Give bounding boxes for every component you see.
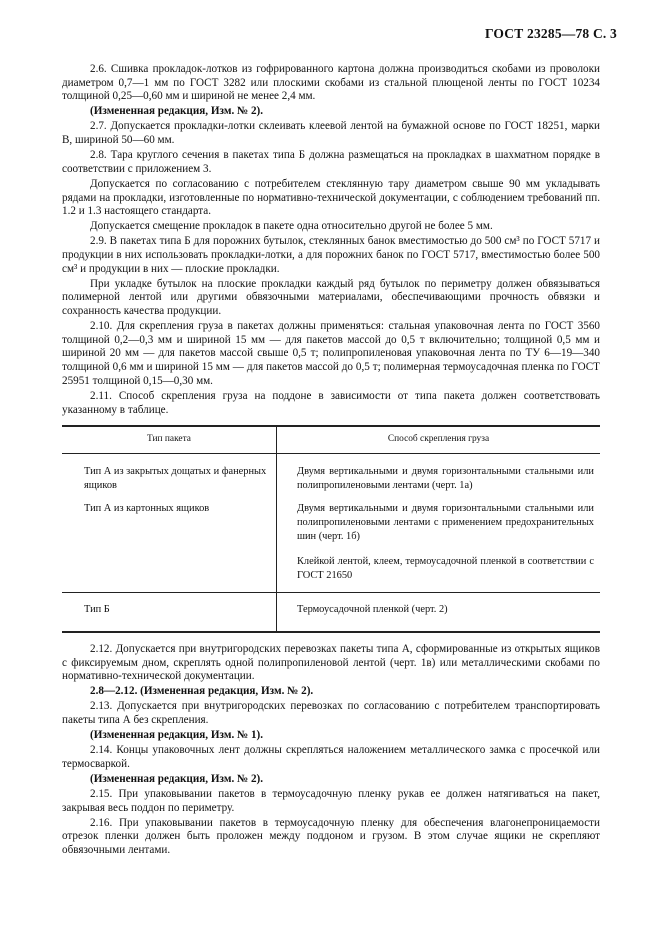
- paragraph-2-8-offset: Допускается смещение прокладок в пакете одна относительно другой не более 5 мм.: [90, 220, 493, 233]
- table-cell-method: Термоусадочной пленкой (черт. 2): [277, 593, 601, 632]
- page-header: ГОСТ 23285—78 С. 3: [484, 26, 617, 41]
- table-header-package-type: Тип пакета: [62, 426, 277, 454]
- amendment-note: 2.8—2.12. (Измененная редакция, Изм. № 2).: [90, 685, 314, 698]
- table-cell-type: Тип Б: [62, 593, 277, 632]
- table-cell-type: Тип А из закрытых дощатых и фанерных ящиков: [62, 454, 277, 493]
- paragraph-2-12: 2.12. Допускается при внутригородских перевозках пакеты типа А, сформированные из открытых ящиков с фиксируемым дном, скреплять одной полипропиленовой лентой (черт. 1в) или металлическими скобами по нормативно-технической документации.: [62, 643, 600, 683]
- amendment-note: (Измененная редакция, Изм. № 2).: [90, 105, 264, 118]
- table-cell-method: Двумя вертикальными и двумя горизонтальными стальными или полипропиленовыми лентами с применением предохранительных шин (черт. 1б): [297, 503, 594, 542]
- table-cell-type: Тип А из картонных ящиков: [62, 492, 277, 543]
- table-row: [62, 593, 600, 632]
- amendment-note: (Измененная редакция, Изм. № 1).: [90, 729, 264, 742]
- table-header-fastening-method: Способ скрепления груза: [277, 426, 601, 454]
- paragraph-2-9: 2.9. В пакетах типа Б для порожних бутылок, стеклянных банок вместимостью до 500 см³ по ГОСТ 5717 и продукции в них использовать прокладки-лотки, а для порожних банок по ГОСТ 5717, вместимостью более 500 см³ и продукции в них — плоские прокладки.: [62, 235, 600, 275]
- paragraph-2-9-bottles: При укладке бутылок на плоские прокладки каждый ряд бутылок по периметру должен обвязываться полимерной лентой или другими обвязочными материалами, обеспечивающими прочность обвязки и сохранность качества продукции.: [62, 277, 600, 318]
- paragraph-2-8-allowance: Допускается по согласованию с потребителем стеклянную тару диаметром свыше 90 мм укладывать рядами на прокладки, изготовленные по нормативно-технической документации, с соблюдением требований пп. 1.2 и 1.3 настоящего стандарта.: [62, 177, 600, 218]
- table-row: [62, 454, 600, 493]
- table-cell-method: Двумя вертикальными и двумя горизонтальными стальными или полипропиленовыми лентами (черт. 1а): [297, 466, 594, 491]
- fastening-table: [62, 425, 600, 633]
- paragraph-2-15: 2.15. При упаковывании пакетов в термоусадочную пленку рукав ее должен натягиваться на пакет, закрывая весь поддон по периметру.: [62, 787, 600, 814]
- table-cell-method: Клейкой лентой, клеем, термоусадочной пленкой в соответствии с ГОСТ 21650: [297, 556, 594, 581]
- paragraph-2-7: 2.7. Допускается прокладки-лотки склеивать клеевой лентой на бумажной основе по ГОСТ 18251, марки В, шириной 50—60 мм.: [62, 120, 600, 147]
- paragraph-2-10: 2.10. Для скрепления груза в пакетах должны применяться: стальная упаковочная лента по ГОСТ 3560 толщиной 0,2—0,3 мм и шириной 15 мм — для пакетов массой до 0,5 т включительно; толщиной 0,5 мм и шириной 20 мм — для пакетов массой свыше 0,5 т; полипропиленовая упаковочная лента по ТУ 6—19—340 толщиной 0,6 мм и шириной 15 мм — для пакетов массой до 0,5 т; полимерная термоусадочная пленка по ГОСТ 25951 толщиной 0,15—0,30 мм.: [62, 320, 600, 387]
- table-cell-type-empty: [62, 543, 277, 593]
- table-row: [62, 492, 600, 543]
- paragraph-2-14: 2.14. Концы упаковочных лент должны скрепляться наложением металлического замка с просечкой или термосваркой.: [62, 744, 600, 770]
- paragraph-2-11: 2.11. Способ скрепления груза на поддоне в зависимости от типа пакета должен соответствовать указанному в таблице.: [62, 389, 600, 416]
- paragraph-2-13: 2.13. Допускается при внутригородских перевозках по согласованию с потребителем транспортировать пакеты типа А без скрепления.: [62, 700, 600, 727]
- amendment-note: (Измененная редакция, Изм. № 2).: [90, 772, 264, 785]
- table-row: [62, 543, 600, 593]
- document-body: [62, 63, 600, 859]
- paragraph-2-8: 2.8. Тара круглого сечения в пакетах типа Б должна размещаться на прокладках в шахматном порядке в соответствии с приложением 3.: [62, 149, 600, 175]
- paragraph-2-16: 2.16. При упаковывании пакетов в термоусадочную пленку для обеспечения влагонепроницаемости отрезок пленки должен быть проложен между поддоном и грузом. В этом случае ящики не скрепляют обвязочными лентами.: [62, 816, 600, 856]
- paragraph-2-6: 2.6. Сшивка прокладок-лотков из гофрированного картона должна производиться скобами из проволоки диаметром 0,7—1 мм по ГОСТ 3282 или плоскими скобами из стальной плющеной ленты по ГОСТ 10234 толщиной 0,25—0,60 мм и шириной не менее 2,4 мм.: [62, 63, 600, 103]
